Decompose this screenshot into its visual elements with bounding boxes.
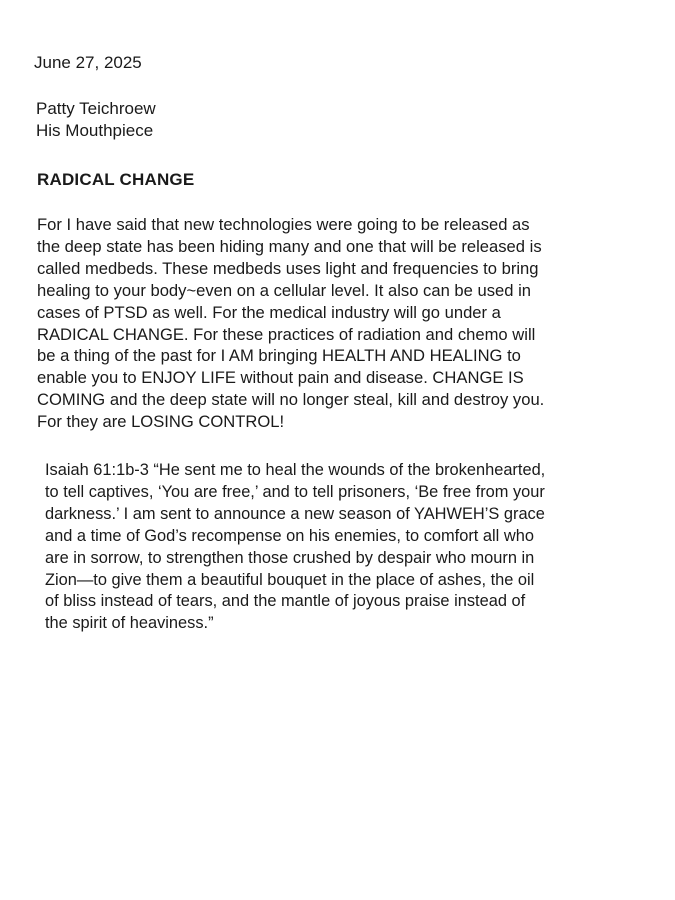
quote-line: Isaiah 61:1b-3 “He sent me to heal the wounds of the brokenhearted, bbox=[45, 461, 546, 479]
quote-line: and a time of God’s recompense on his enemies, to comfort all who bbox=[45, 526, 534, 545]
paragraph-line: healing to your body~even on a cellular level. It also can be used in bbox=[37, 280, 531, 300]
letter-date: June 27, 2025 bbox=[34, 53, 142, 72]
quote-line: to tell captives, ‘You are free,’ and to tell prisoners, ‘Be free from your bbox=[45, 482, 545, 501]
message-paragraph bbox=[37, 214, 671, 433]
quote-line: Zion—to give them a beautiful bouquet in the place of ashes, the oil bbox=[45, 570, 535, 589]
quote-line: darkness.’ I am sent to announce a new season of YAHWEH’S grace bbox=[45, 504, 545, 523]
author-title: His Mouthpiece bbox=[36, 121, 154, 140]
quote-line: the spirit of heaviness.” bbox=[45, 614, 214, 633]
scripture-quote bbox=[45, 460, 669, 635]
paragraph-line: For I have said that new technologies were going to be released as bbox=[37, 215, 530, 234]
paragraph-line: For they are LOSING CONTROL! bbox=[37, 412, 285, 432]
paragraph-line: the deep state has been hiding many and one that will be released is bbox=[37, 236, 542, 256]
paragraph-line: be a thing of the past for I AM bringing HEALTH AND HEALING to bbox=[37, 346, 521, 366]
quote-line: of bliss instead of tears, and the mantle of joyous praise instead of bbox=[45, 592, 526, 611]
paragraph-line: COMING and the deep state will no longer steal, kill and destroy you. bbox=[37, 390, 545, 410]
paragraph-line: called medbeds. These medbeds uses light and frequencies to bring bbox=[37, 258, 539, 278]
author-block bbox=[36, 98, 156, 142]
letter-heading: RADICAL CHANGE bbox=[37, 170, 195, 189]
quote-line: are in sorrow, to strengthen those crushed by despair who mourn in bbox=[45, 548, 535, 567]
paragraph-line: enable you to ENJOY LIFE without pain and disease. CHANGE IS bbox=[37, 368, 524, 388]
paragraph-line: cases of PTSD as well. For the medical industry will go under a bbox=[37, 302, 501, 322]
author-name: Patty Teichroew bbox=[36, 99, 156, 118]
paragraph-line: RADICAL CHANGE. For these practices of radiation and chemo will bbox=[37, 324, 536, 344]
